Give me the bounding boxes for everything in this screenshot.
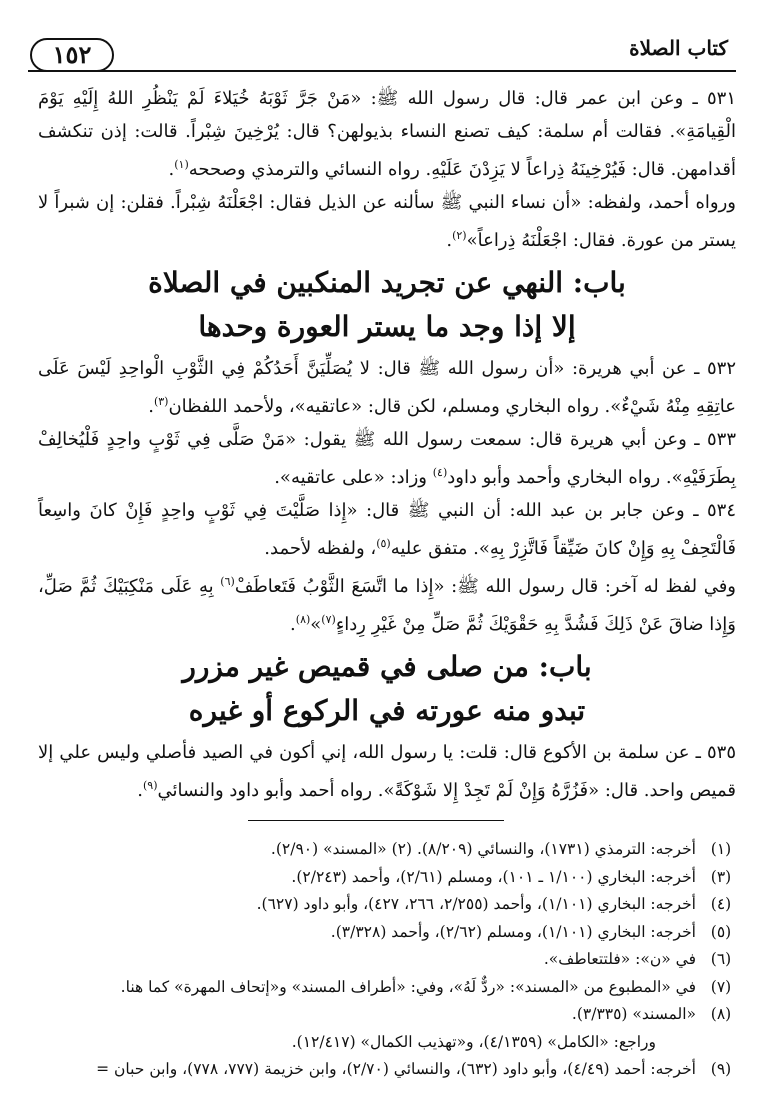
hadith-531: ٥٣١ ـ وعن ابن عمر قال: قال رسول الله ﷺ: «مَنْ جَرَّ ثَوْبَهُ خُيَلاءَ لَمْ يَنْظُرِ اللهُ إِلَيْهِ يَوْمَ الْقِيامَةِ». فقالت أم سلمة: كيف تصنع النساء بذيولهن؟ قال: يُرْخِينَ شِبْراً. قالت: إذن تنكشف أقدامهن. قال: فَيُرْخِينَهُ ذِراعاً لا يَزِدْنَ عَلَيْهِ. رواه النسائي والترمذي وصححه$^{(١)}$. [38, 88, 736, 180]
footnote-text: في «المطبوع من «المسند»: «ردٌّ لَهُ»، وفي: «أطراف المسند» و«إتحاف المهرة» كما هنا. [120, 977, 696, 996]
footnote-text: أخرجه: البخاري (١/١٠٠ ـ ١٠١)، ومسلم (٢/٦١)، وأحمد (٢/٢٤٣). [291, 867, 696, 886]
chapter-title-2-line-2: تبدو منه عورته في الركوع أو غيره [188, 694, 586, 727]
chapter-title-1 [38, 261, 736, 349]
footnote-number: (٣) [710, 867, 732, 886]
footnote-item [34, 1056, 736, 1084]
footnote-number: (٦) [710, 950, 732, 968]
footnote-number: (١) [710, 840, 732, 858]
footnote-ref-3: (٣) [153, 395, 169, 408]
running-title: كتاب الصلاة [629, 36, 728, 60]
footnote-separator [248, 820, 504, 821]
footnote-item [34, 919, 736, 947]
footnote-ref-6: (٦) [220, 575, 235, 588]
footnote-ref-4: (٤) [432, 466, 448, 479]
page-number-badge: ١٥٢ [30, 38, 114, 72]
footnote-item [34, 974, 736, 1002]
chapter-title-2-line-1: باب: من صلى في قميص غير مزرر [182, 650, 592, 683]
footnote-ref-8: (٨) [295, 613, 311, 626]
footnote-item [34, 864, 736, 892]
hadith-535: ٥٣٥ ـ عن سلمة بن الأكوع قال: قلت: يا رسول الله، إني أكون في الصيد فأصلي وليس علي إلا قميص واحد. قال: «فَزُرَّهُ وَإِنْ لَمْ تَجِدْ إِلا شَوْكَةً». رواه أحمد وأبو داود والنسائي$^{(٩)}$. [38, 742, 736, 801]
footnote-item [34, 946, 736, 974]
hadith-533-tail: وزاد: «على عاتقيه». [274, 467, 433, 488]
hadith-531-text: ٥٣١ ـ وعن ابن عمر قال: قال رسول الله ﷺ: «مَنْ جَرَّ ثَوْبَهُ خُيَلاءَ لَمْ يَنْظُرِ اللهُ إِلَيْهِ يَوْمَ الْقِيامَةِ». فقالت أم سلمة: كيف تصنع النساء بذيولهن؟ قال: يُرْخِينَ شِبْراً. قالت: إذن تنكشف أقدامهن. قال: فَيُرْخِينَهُ ذِراعاً لا يَزِدْنَ عَلَيْهِ. رواه النسائي والترمذي وصححه [38, 88, 736, 180]
hadith-534-tail: ، ولفظه لأحمد. [264, 538, 377, 559]
footnote-item [34, 836, 736, 864]
footnote-item [34, 1029, 736, 1057]
main-text [38, 82, 736, 807]
footnote-ref-1: (١) [174, 158, 189, 171]
hadith-531-variant: ورواه أحمد، ولفظه: «أن نساء النبي ﷺ سألنه عن الذيل فقال: اجْعَلْنَهُ شِبْراً. فقلن: إن شبراً لا يستر من عورة. فقال: اجْعَلْنَهُ ذِراعاً»$^{(٢)}$. [38, 192, 736, 251]
footnote-ref-7: (٧) [321, 613, 336, 626]
footnote-text: في «ن»: «فلتتعاطف». [543, 950, 696, 968]
hadith-534-variant: وفي لفظ له آخر: قال رسول الله ﷺ: «إِذا ما اتَّسَعَ الثَّوْبُ فَتَعاطَفْ$^{(٦)}$ بِهِ عَلَى مَنْكِبَيْكَ ثُمَّ صَلِّ، وَإِذا ضاقَ عَنْ ذَلِكَ فَشُدَّ بِهِ حَقْوَيْكَ ثُمَّ صَلِّ مِنْ غَيْرِ رِداءٍ$^{(٧)}$»$^{(٨)}$. [38, 575, 736, 635]
footnote-number: (٤) [710, 895, 732, 913]
footnote-number: (٨) [710, 1005, 732, 1023]
hadith-532-text: ٥٣٢ ـ عن أبي هريرة: «أن رسول الله ﷺ قال: لا يُصَلِّيَنَّ أَحَدُكُمْ فِي الثَّوْبِ الْواحِدِ لَيْسَ عَلَى عاتِقِهِ مِنْهُ شَيْءٌ». رواه البخاري ومسلم، لكن قال: «عاتقيه»، ولأحمد اللفظان [38, 358, 736, 417]
hadith-533 [38, 423, 736, 494]
footnote-item [34, 891, 736, 919]
hadith-533-text: ٥٣٣ ـ وعن أبي هريرة قال: سمعت رسول الله ﷺ يقول: «مَنْ صَلَّى فِي ثَوْبٍ واحِدٍ فَلْيُخالِفْ بِطَرَفَيْهِ». رواه البخاري وأحمد وأبو داود [38, 429, 736, 488]
footnote-text: أخرجه: أحمد (٤/٤٩)، وأبو داود (٦٣٢)، والنسائي (٢/٧٠)، وابن خزيمة (٧٧٧، ٧٧٨)، وابن حبان = [96, 1060, 696, 1078]
chapter-title-1-line-2: إلا إذا وجد ما يستر العورة وحدها [198, 310, 576, 343]
hadith-534-variant-end: » [310, 614, 322, 635]
footnote-text: أخرجه: البخاري (١/١٠١)، وأحمد (٢/٢٥٥، ٢٦٦، ٤٢٧)، وأبو داود (٦٢٧). [256, 895, 696, 913]
hadith-534 [38, 494, 736, 565]
chapter-title-1-line-1: باب: النهي عن تجريد المنكبين في الصلاة [148, 266, 626, 299]
hadith-532: ٥٣٢ ـ عن أبي هريرة: «أن رسول الله ﷺ قال: لا يُصَلِّيَنَّ أَحَدُكُمْ فِي الثَّوْبِ الْواحِدِ لَيْسَ عَلَى عاتِقِهِ مِنْهُ شَيْءٌ». رواه البخاري ومسلم، لكن قال: «عاتقيه»، ولأحمد اللفظان$^{(٣)}$. [38, 358, 736, 417]
hadith-535-text: ٥٣٥ ـ عن سلمة بن الأكوع قال: قلت: يا رسول الله، إني أكون في الصيد فأصلي وليس علي إلا قميص واحد. قال: «فَزُرَّهُ وَإِنْ لَمْ تَجِدْ إِلا شَوْكَةً». رواه أحمد وأبو داود والنسائي [38, 742, 736, 801]
footnote-text: أخرجه: الترمذي (١٧٣١)، والنسائي (٨/٢٠٩). (٢) «المسند» (٢/٩٠). [270, 840, 696, 858]
footnote-ref-2: (٢) [452, 229, 467, 242]
footnote-number: (٩) [710, 1060, 732, 1078]
footnote-ref-9: (٩) [142, 779, 158, 792]
footnote-ref-5: (٥) [376, 537, 391, 550]
footnote-text: أخرجه: البخاري (١/١٠١)، ومسلم (٢/٦٢)، وأحمد (٣/٣٢٨). [330, 922, 696, 941]
footnote-item [34, 1001, 736, 1029]
footnote-number: (٥) [710, 922, 732, 941]
footnote-text: «المسند» (٣/٣٣٥). [571, 1005, 696, 1023]
page-header [28, 28, 736, 80]
hadith-534-variant-middle: بِهِ عَلَى مَنْكِبَيْكَ ثُمَّ صَلِّ، وَإِذا ضاقَ عَنْ ذَلِكَ فَشُدَّ بِهِ حَقْوَيْكَ ثُمَّ صَلِّ مِنْ غَيْرِ رِداءٍ [38, 576, 736, 635]
header-rule [28, 70, 736, 72]
chapter-title-2 [38, 645, 736, 733]
hadith-534-variant-start: وفي لفظ له آخر: قال رسول الله ﷺ: «إِذا ما اتَّسَعَ الثَّوْبُ فَتَعاطَفْ [234, 576, 736, 597]
hadith-531-variant-text: ورواه أحمد، ولفظه: «أن نساء النبي ﷺ سألنه عن الذيل فقال: اجْعَلْنَهُ شِبْراً. فقلن: إن شبراً لا يستر من عورة. فقال: اجْعَلْنَهُ ذِراعاً» [38, 192, 736, 251]
footnotes [34, 836, 736, 1084]
hadith-534-text: ٥٣٤ ـ وعن جابر بن عبد الله: أن النبي ﷺ قال: «إِذا صَلَّيْتَ فِي ثَوْبٍ واحِدٍ فَإِنْ كانَ واسِعاً فَالْتَحِفْ بِهِ وَإِنْ كانَ ضَيِّقاً فَاتَّزِرْ بِهِ». متفق عليه [38, 500, 736, 559]
footnote-text: وراجع: «الكامل» (٤/١٣٥٩)، و«تهذيب الكمال» (١٢/٤١٧). [291, 1032, 656, 1051]
footnote-number: (٧) [710, 977, 732, 996]
